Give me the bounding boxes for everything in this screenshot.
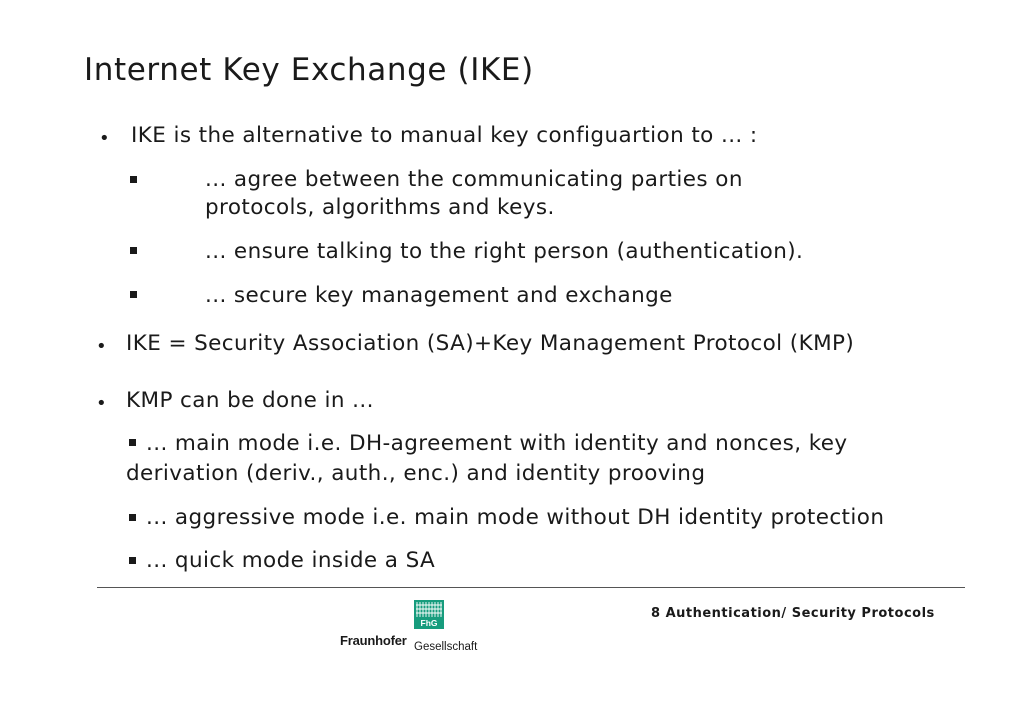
fhg-logo-text: FhG xyxy=(420,618,438,628)
bullet-3-sub-1-line-1: ... main mode i.e. DH-agreement with identity and nonces, key xyxy=(146,431,848,456)
footer-divider xyxy=(97,587,965,588)
fraunhofer-logo-name: Fraunhofer xyxy=(340,633,407,648)
bullet-1-text: IKE is the alternative to manual key configuartion to ... : xyxy=(131,123,758,148)
bullet-1-sub-3: ... secure key management and exchange xyxy=(205,283,673,308)
slide-title: Internet Key Exchange (IKE) xyxy=(84,52,534,88)
fraunhofer-logo-subname: Gesellschaft xyxy=(414,641,478,653)
bullet-dot: • xyxy=(99,128,110,149)
bullet-dot: • xyxy=(96,336,107,357)
bullet-1-sub-1-line-1: ... agree between the communicating parties on xyxy=(205,167,743,192)
bullet-dot: • xyxy=(96,393,107,414)
footer-section-label: 8 Authentication/ Security Protocols xyxy=(651,606,935,621)
square-bullet xyxy=(129,557,136,564)
bullet-1-sub-2: ... ensure talking to the right person (authentication). xyxy=(205,239,804,264)
bullet-3-text: KMP can be done in ... xyxy=(126,388,374,413)
bullet-2-text: IKE = Security Association (SA)+Key Management Protocol (KMP) xyxy=(126,331,855,356)
square-bullet xyxy=(130,176,137,183)
bullet-3-sub-3: ... quick mode inside a SA xyxy=(146,548,436,573)
square-bullet xyxy=(130,291,137,298)
square-bullet xyxy=(130,247,137,254)
square-bullet xyxy=(129,514,136,521)
bullet-3-sub-1-line-2: derivation (deriv., auth., enc.) and identity prooving xyxy=(126,461,706,486)
bullet-1-sub-1-line-2: protocols, algorithms and keys. xyxy=(205,195,555,220)
square-bullet xyxy=(129,439,136,446)
fhg-logo-mark xyxy=(414,600,444,629)
bullet-3-sub-2: ... aggressive mode i.e. main mode without DH identity protection xyxy=(146,505,885,530)
